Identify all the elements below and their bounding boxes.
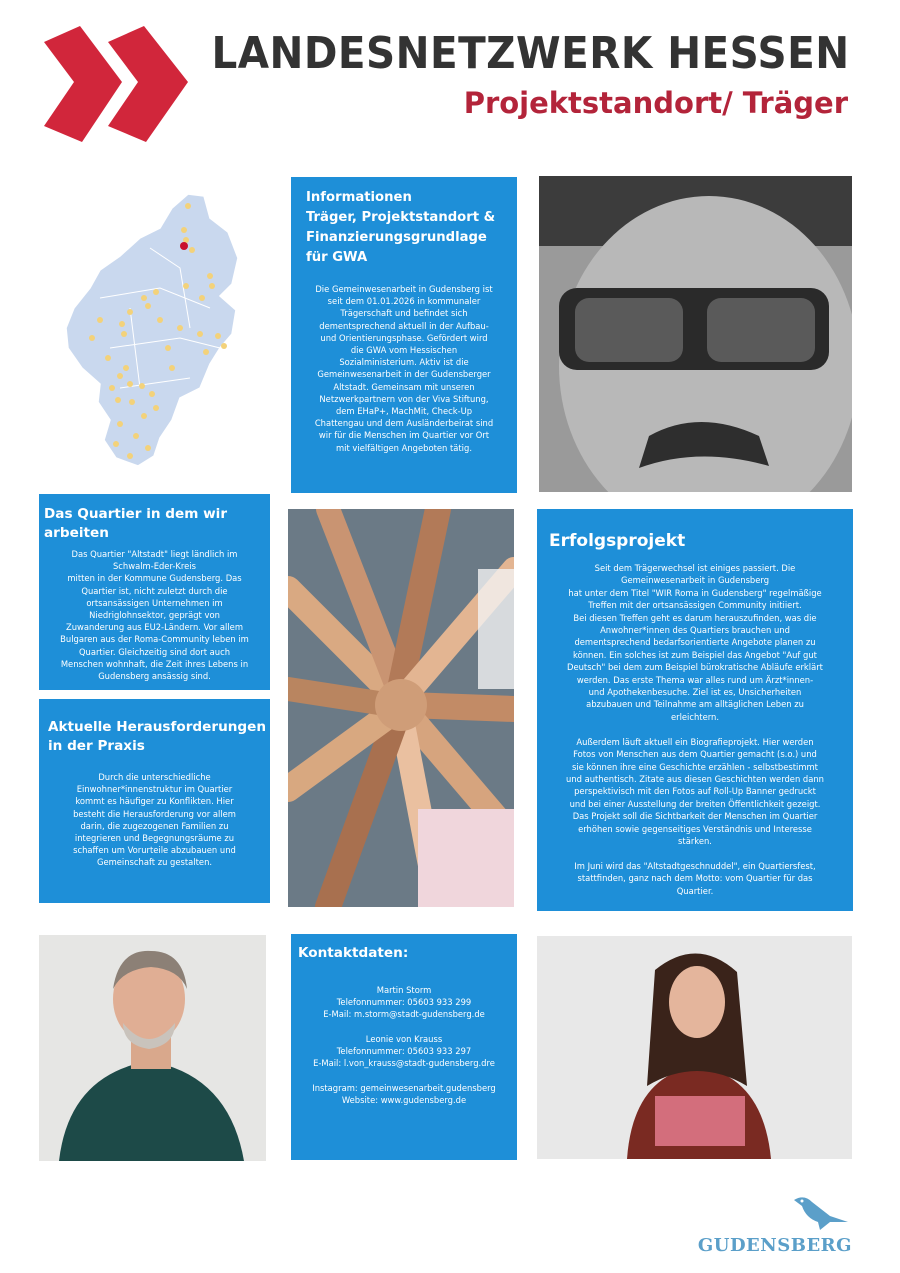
bird-logo-icon (790, 1192, 850, 1232)
info-box (291, 177, 517, 493)
page-title: LANDESNETZWERK HESSEN (211, 28, 850, 79)
footer-logo-text: GUDENSBERG (697, 1235, 852, 1256)
quartier-body: Das Quartier "Altstadt" liegt ländlich im Schwalm-Eder-Kreis mitten in der Kommune Gudensberg. Das Quartier ist, nicht zuletzt durch die ortsansässigen Unternehmen im Niedriglohnsektor, geprägt von Zuwanderung aus EU2-Ländern. Vor allem Bulgaren aus der Roma-Community leben im Quartier. Gleichzeitig sind dort auch Menschen wohnhaft, die Zeit ihres Lebens in Gudensberg ansässig sind. (60, 549, 249, 682)
photo-martin-storm-image (39, 935, 266, 1161)
kontakt-heading: Kontaktdaten: (298, 945, 409, 961)
photo-stacked-hands-image (288, 509, 514, 907)
kontakt-box (291, 934, 517, 1160)
photo-leonie-von-krauss (537, 936, 852, 1159)
photo-martin-storm (39, 935, 266, 1161)
double-chevron-logo-icon (30, 14, 195, 154)
quartier-box (39, 494, 270, 690)
photo-man-sunglasses (539, 176, 852, 492)
photo-stacked-hands (288, 509, 514, 907)
herausforderungen-body: Durch die unterschiedliche Einwohner*innenstruktur im Quartier kommt es häufiger zu Konflikten. Hier besteht die Herausforderung vor allem darin, die zugezogenen Familien zu integrieren und Begegnungsräume zu schaffen um Vorurteile abzubauen und Gemeinschaft zu gestalten. (73, 772, 236, 868)
page-subtitle: Projektstandort/ Träger (463, 86, 848, 120)
herausforderungen-heading: Aktuelle Herausforderungen in der Praxis (48, 719, 267, 754)
info-heading: Informationen Träger, Projektstandort & Finanzierungsgrundlage für GWA (306, 190, 496, 265)
hessen-map-icon (60, 188, 260, 488)
photo-leonie-von-krauss-image (537, 936, 852, 1159)
herausforderungen-box (39, 699, 270, 903)
photo-man-sunglasses-image (539, 176, 852, 492)
erfolg-box (537, 509, 853, 911)
quartier-heading: Das Quartier in dem wir arbeiten (44, 506, 228, 541)
info-body: Die Gemeinwesenarbeit in Gudensberg ist seit dem 01.01.2026 in kommunaler Trägerschaft und befindet sich dementsprechend aktuell in der Aufbau- und Orientierungsphase. Gefördert wird die GWA vom Hessischen Sozialministerium. Aktiv ist die Gemeinwesenarbeit in der Gudensberger Altstadt. Gemeinsam mit unseren Netzwerkpartnern von der Viva Stiftung, dem EHaP+, MachMit, Check-Up Chattengau und dem Ausländerbeirat sind wir für die Menschen im Quartier vor Ort mit vielfältigen Angeboten tätig. (314, 284, 494, 453)
kontakt-body: Martin Storm Telefonnummer: 05603 933 299 E-Mail: m.storm@stadt-gudensberg.de Leonie von Krauss Telefonnummer: 05603 933 297 E-Mail: l.von_krauss@stadt-gudensberg.dre Instagram: gemeinwesenarbeit.gudensberg Website: www.gudensberg.de (312, 985, 496, 1105)
erfolg-body: Seit dem Trägerwechsel ist einiges passiert. Die Gemeinwesenarbeit in Gudensberg hat unter dem Titel "WIR Roma in Gudensberg" regelmäßige Treffen mit der ortsansässigen Community initiiert. Bei diesen Treffen geht es darum herauszufinden, was die Anwohner*innen des Quartiers brauchen und dementsprechend bedarfsorientierte Angebote planen zu können. Ein solches ist zum Beispiel das Angebot "Auf gut Deutsch" bei dem zum Beispiel bürokratische Abläufe erklärt werden. Das erste Thema war alles rund um Ärzt*innen- und Apothekenbesuche. Ziel ist es, Unsicherheiten abzubauen und Teilnahme am alltäglichen Leben zu erleichtern. Außerdem läuft aktuell ein Biografieprojekt. Hier werden Fotos von Menschen aus dem Quartier gemacht (s.o.) und sie können ihre eine Geschichte erzählen - selbstbestimmt und authentisch. Zitate aus diesen Geschichten werden dann perspektivisch mit den Fotos auf Roll-Up Banner gedruckt und bei einer Ausstellung der breiten Öffentlichkeit gezeigt. Das Projekt soll die Sichtbarkeit der Menschen im Quartier erhöhen sowie gegenseitiges Verständnis und Interesse stärken. Im Juni wird das "Altstadtgeschnuddel", ein Quartiersfest, stattfinden, ganz nach dem Motto: vom Quartier für das Quartier. (566, 563, 824, 896)
erfolg-heading: Erfolgsprojekt (549, 531, 686, 551)
